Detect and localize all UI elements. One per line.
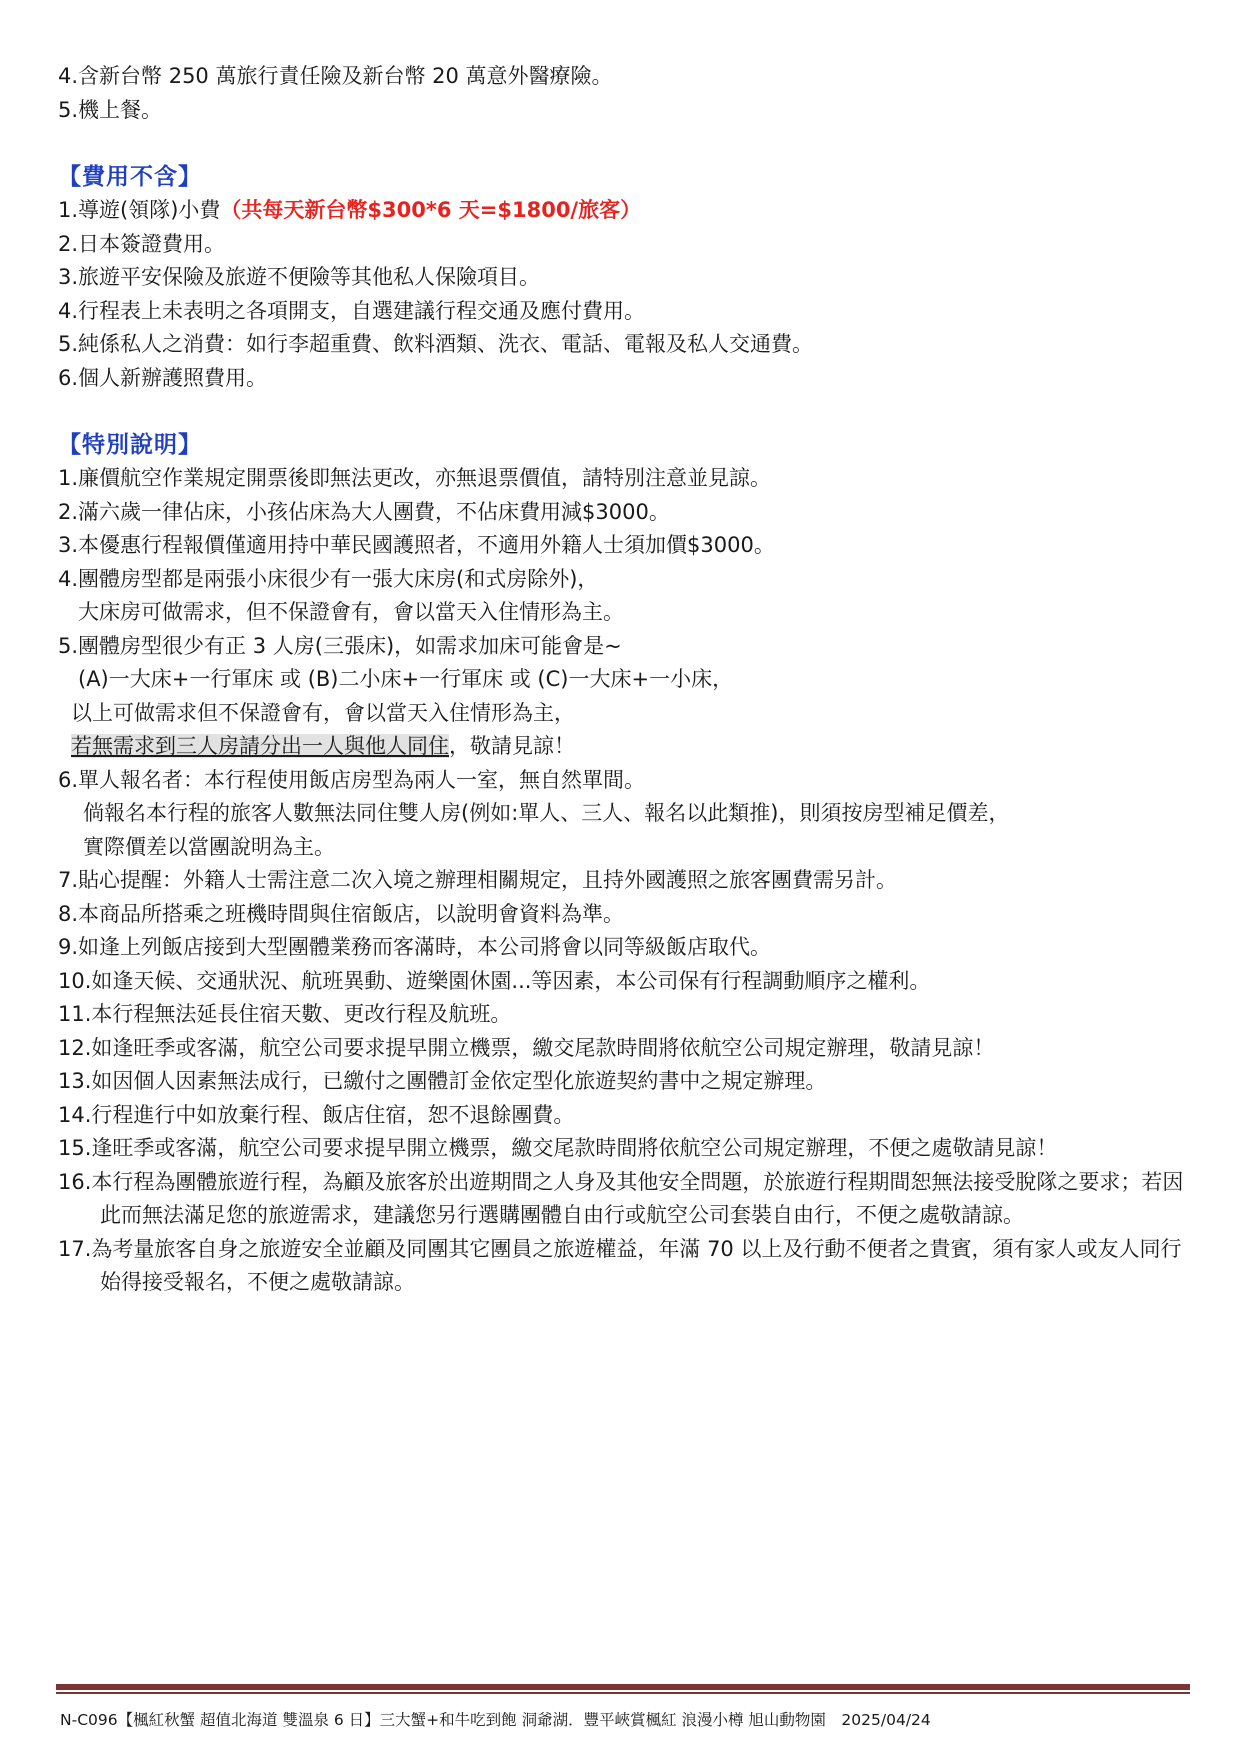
- included-item-5: 5.機上餐。: [58, 97, 163, 122]
- footer-divider-thin: [56, 1692, 1190, 1694]
- note-15: 15.逢旺季或客滿，航空公司要求提早開立機票，繳交尾款時間將依航空公司規定辦理，不便之處敬請見諒！: [58, 1136, 1058, 1160]
- note-6-line-2: 倘報名本行程的旅客人數無法同住雙人房(例如:單人、三人、報名以此類推)，則須按房型補足價差，: [83, 801, 1010, 825]
- note-5-highlight: 若無需求到三人房請分出一人與他人同住: [71, 734, 449, 758]
- excluded-item-1: [58, 194, 1188, 228]
- excluded-item-4: 4.行程表上未表明之各項開支，自選建議行程交通及應付費用。: [58, 298, 646, 323]
- notes-heading: 【特別說明】: [58, 432, 202, 458]
- excluded-heading: 【費用不含】: [58, 164, 202, 190]
- note-17: 17.為考量旅客自身之旅遊安全並顧及同團其它團員之旅遊權益，年滿 70 以上及行動不便者之貴賓，須有家人或友人同行始得接受報名，不便之處敬請諒。: [58, 1236, 1182, 1294]
- excluded-item-5: 5.純係私人之消費：如行李超重費、飲料酒類、洗衣、電話、電報及私人交通費。: [58, 332, 814, 356]
- note-5-line-4: [58, 730, 1188, 764]
- note-5-line-2: (A)一大床+一行軍床 或 (B)二小床+一行軍床 或 (C)一大床+一小床，: [78, 667, 734, 691]
- footer-divider: [56, 1684, 1190, 1690]
- note-4-line-1: 4.團體房型都是兩張小床很少有一張大床房(和式房除外)，: [58, 566, 599, 591]
- document-body: [58, 60, 1188, 1300]
- excluded-item-2: 2.日本簽證費用。: [58, 231, 226, 256]
- note-5-rest: ，敬請見諒！: [449, 734, 575, 758]
- tip-amount-note: （共每天新台幣$300*6 天=$1800/旅客）: [220, 198, 642, 222]
- note-5-line-3: 以上可做需求但不保證會有，會以當天入住情形為主，: [71, 700, 575, 725]
- note-4-line-2: 大床房可做需求，但不保證會有，會以當天入住情形為主。: [78, 600, 624, 624]
- note-16: 16.本行程為團體旅遊行程，為顧及旅客於出遊期間之人身及其他安全問題，於旅遊行程期間恕無法接受脫隊之要求；若因此而無法滿足您的旅遊需求，建議您另行選購團體自由行或航空公司套裝自由行，不便之處敬請諒。: [58, 1169, 1184, 1227]
- note-6-line-1: 6.單人報名者：本行程使用飯店房型為兩人一室，無自然單間。: [58, 767, 646, 792]
- note-6-line-3: 實際價差以當團說明為主。: [83, 834, 335, 859]
- excluded-item-6: 6.個人新辦護照費用。: [58, 365, 268, 390]
- note-11: 11.本行程無法延長住宿天數、更改行程及航班。: [58, 1002, 512, 1026]
- note-3: 3.本優惠行程報價僅適用持中華民國護照者，不適用外籍人士須加價$3000。: [58, 533, 775, 557]
- note-1: 1.廉價航空作業規定開票後即無法更改，亦無退票價值，請特別注意並見諒。: [58, 466, 772, 490]
- note-12: 12.如逢旺季或客滿，航空公司要求提早開立機票，繳交尾款時間將依航空公司規定辦理，敬請見諒！: [58, 1035, 995, 1060]
- excluded-item-1-text: 1.導遊(領隊)小費: [58, 198, 221, 222]
- included-item-4: 4.含新台幣 250 萬旅行責任險及新台幣 20 萬意外醫療險。: [58, 64, 613, 88]
- note-2: 2.滿六歲一律佔床，小孩佔床為大人團費，不佔床費用減$3000。: [58, 499, 670, 524]
- page-footer: N-C096【楓紅秋蟹 超值北海道 雙溫泉 6 日】三大蟹+和牛吃到飽 洞爺湖．豐平峽賞楓紅 浪漫小樽 旭山動物園 2025/04/24: [60, 1711, 931, 1729]
- note-7: 7.貼心提醒：外籍人士需注意二次入境之辦理相關規定，且持外國護照之旅客團費需另計。: [58, 868, 898, 892]
- note-10: 10.如逢天候、交通狀況、航班異動、遊樂園休園...等因素，本公司保有行程調動順序之權利。: [58, 968, 931, 993]
- note-14: 14.行程進行中如放棄行程、飯店住宿，恕不退餘團費。: [58, 1102, 575, 1127]
- note-13: 13.如因個人因素無法成行，已繳付之團體訂金依定型化旅遊契約書中之規定辦理。: [58, 1069, 827, 1093]
- note-9: 9.如逢上列飯店接到大型團體業務而客滿時，本公司將會以同等級飯店取代。: [58, 935, 772, 959]
- note-8: 8.本商品所搭乘之班機時間與住宿飯店，以說明會資料為準。: [58, 901, 625, 926]
- note-5-line-1: 5.團體房型很少有正 3 人房(三張床)，如需求加床可能會是~: [58, 633, 622, 658]
- excluded-item-3: 3.旅遊平安保險及旅遊不便險等其他私人保險項目。: [58, 265, 541, 289]
